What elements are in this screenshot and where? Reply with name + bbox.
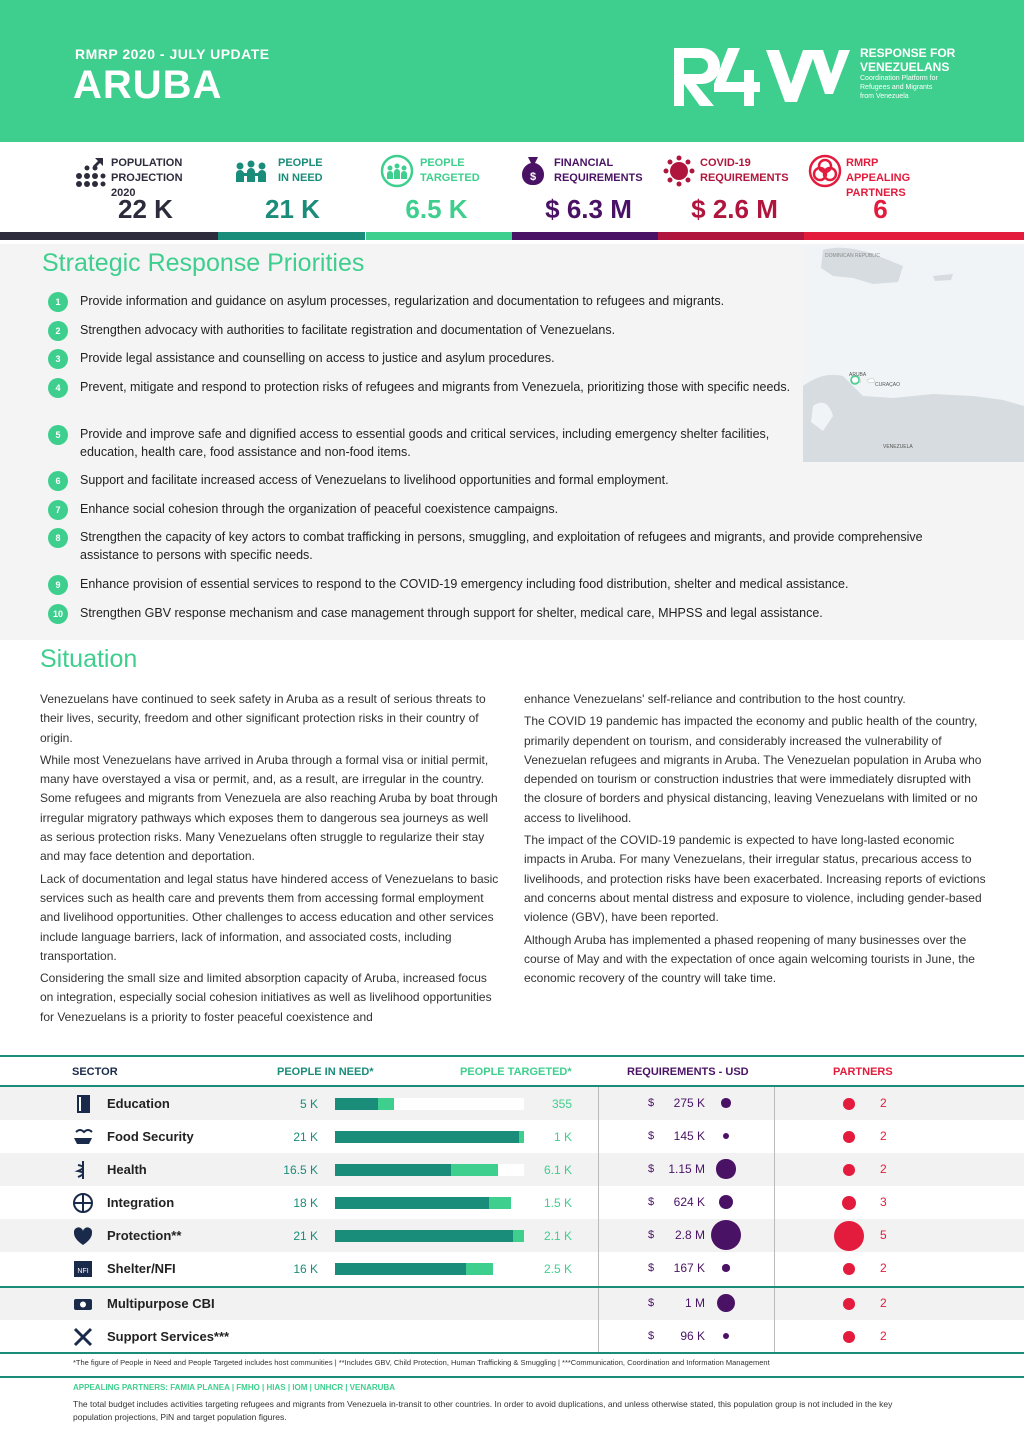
partners-count: 2: [880, 1096, 887, 1110]
sector-name: Food Security: [107, 1129, 194, 1144]
priority-number: 2: [48, 321, 68, 341]
kpi-color-bar: [366, 232, 512, 240]
book-icon: [72, 1093, 94, 1115]
people-targeted-value: 6.1 K: [543, 1163, 572, 1177]
sector-name: Shelter/NFI: [107, 1261, 176, 1276]
kpi-color-bar: [804, 232, 1024, 240]
partners-count: 2: [880, 1162, 887, 1176]
priority-number: 1: [48, 292, 68, 312]
currency-symbol: $: [648, 1297, 655, 1309]
kpi-value: 22 K: [118, 194, 173, 224]
requirements-bubble: [723, 1333, 729, 1339]
priority-text: Strengthen advocacy with authorities to facilitate registration and documentation of Venezuelans.: [80, 323, 616, 337]
kpi-label: PEOPLE IN NEED: [278, 157, 323, 184]
priority-text: Provide legal assistance and counselling on access to justice and asylum procedures.: [80, 351, 555, 365]
header-banner: [0, 0, 1024, 142]
people-in-need-bar: [335, 1230, 513, 1242]
partners-count: 2: [880, 1329, 887, 1343]
map-label-venezuela: VENEZUELA: [883, 444, 913, 450]
kpi-label: POPULATION PROJECTION 2020: [111, 157, 183, 199]
kpi-value: 6: [873, 194, 888, 224]
priority-text: Enhance provision of essential services to respond to the COVID-19 emergency including food distribution, shelter and medical assistance.: [80, 577, 849, 591]
sector-name: Protection**: [107, 1228, 182, 1243]
situation-right-column: [524, 690, 986, 991]
footer-rule: [0, 1376, 1024, 1378]
kpi-value: $ 2.6 M: [691, 194, 778, 224]
protection-icon: [72, 1225, 94, 1247]
people-bar: [335, 1131, 524, 1143]
partners-bubble: [843, 1263, 855, 1275]
kpi-color-bar: [512, 232, 658, 240]
population-icon: [73, 154, 107, 188]
people-targeted-value: 1 K: [553, 1130, 572, 1144]
partners-bubble: [843, 1164, 855, 1176]
priority-item: [48, 604, 948, 622]
footnote-budget: The total budget includes activities targeting refugees and migrants from Venezuela in-transit to other countries. In order to avoid duplications, and unless otherwise stated, this population group is not included in the key population projections, PiN and target population figures.: [73, 1399, 893, 1422]
srp-heading: Strategic Response Priorities: [42, 249, 365, 277]
situation-paragraph: The impact of the COVID-19 pandemic is expected to have long-lasted economic impacts in Aruba. For many Venezuelans, their irregular status, precarious access to livelihoods, and protection risks have been exacerbated. Increasing reports of evictions and concerns about mental distress and exposure to violence, including gender-based violence (GBV), have been reported.: [524, 833, 986, 925]
cash-icon: [72, 1293, 94, 1315]
priority-item: [48, 500, 948, 518]
situation-left-column: [40, 690, 500, 1030]
people-targeted-bar: [489, 1197, 511, 1209]
requirements-value: 145 K: [673, 1129, 705, 1143]
people-targeted-bar: [513, 1230, 524, 1242]
kpi-row: [0, 142, 1024, 244]
people-bar: [335, 1098, 524, 1110]
requirements-bubble: [716, 1159, 735, 1178]
priority-number: 4: [48, 378, 68, 398]
table-row: [0, 1087, 1024, 1120]
requirements-bubble: [717, 1294, 735, 1312]
priority-number: 8: [48, 528, 68, 548]
priority-item: [48, 471, 948, 489]
priority-text: Enhance social cohesion through the organization of peaceful coexistence campaigns.: [80, 502, 559, 516]
partners-bubble: [843, 1098, 855, 1110]
table-row: [0, 1287, 1024, 1320]
logo-line-2: VENEZUELANS: [860, 60, 950, 74]
svg-text:$: $: [529, 171, 537, 183]
priority-item: [48, 378, 793, 396]
table-row: [0, 1120, 1024, 1153]
table-row: [0, 1320, 1024, 1353]
kpi-label: FINANCIAL REQUIREMENTS: [554, 157, 643, 184]
priority-item: [48, 575, 948, 593]
col-requirements: REQUIREMENTS - USD: [627, 1066, 749, 1078]
people-bar: [335, 1230, 524, 1242]
requirements-bubble: [722, 1264, 729, 1271]
people-in-need-icon: [234, 154, 268, 188]
footnote-pin: *The figure of People in Need and People Targeted includes host communities | **Includes GBV, Child Protection, Human Trafficking & Smuggling | ***Communication, Coordination and Information Management: [73, 1358, 770, 1367]
nfi-icon: [72, 1258, 94, 1280]
people-targeted-icon: [380, 154, 414, 188]
situation-heading: Situation: [40, 645, 138, 673]
table-divider: [0, 1286, 1024, 1288]
people-in-need-bar: [335, 1263, 466, 1275]
partners-count: 2: [880, 1296, 887, 1310]
food-icon: [72, 1126, 94, 1148]
people-in-need-value: 21 K: [293, 1130, 318, 1144]
integration-icon: [72, 1192, 94, 1214]
r4v-logo-icon: [670, 44, 850, 110]
priority-item: [48, 425, 793, 461]
col-sector: SECTOR: [72, 1066, 118, 1078]
people-in-need-value: 18 K: [293, 1196, 318, 1210]
priority-number: 7: [48, 500, 68, 520]
priority-number: 3: [48, 349, 68, 369]
column-divider: [774, 1087, 775, 1352]
partners-count: 5: [880, 1228, 887, 1242]
people-in-need-value: 5 K: [299, 1097, 318, 1111]
people-bar: [335, 1263, 524, 1275]
requirements-value: 96 K: [680, 1329, 705, 1343]
situation-paragraph: The COVID 19 pandemic has impacted the economy and public health of the country, primarily dependent on tourism, and considerably increased the vulnerability of Venezuelan refugees and migrants in Aruba. The Venezuelan population in Aruba who depended on tourism or construction industries that were immediately disrupted with the closure of borders and physical distancing, leaving Venezuelans with limited or no access to livelihood.: [524, 714, 982, 825]
people-targeted-value: 2.5 K: [543, 1262, 572, 1276]
col-partners: PARTNERS: [833, 1066, 893, 1078]
priority-text: Strengthen GBV response mechanism and case management through support for shelter, medical care, MHPSS and legal assistance.: [80, 606, 823, 620]
table-row: [0, 1219, 1024, 1252]
situation-paragraph: Lack of documentation and legal status have hindered access of Venezuelans to basic services such as health care and prevents them from accessing formal employment and livelihood opportunities. Other challenges to access education and other services include language barriers, lack of information, and associated costs, including transportation.: [40, 871, 499, 963]
currency-symbol: $: [648, 1196, 655, 1208]
people-in-need-bar: [335, 1164, 451, 1176]
sector-name: Integration: [107, 1195, 175, 1210]
country-title: ARUBA: [73, 63, 223, 107]
people-targeted-value: 355: [551, 1097, 572, 1111]
people-targeted-bar: [466, 1263, 494, 1275]
partners-bubble: [843, 1298, 855, 1310]
priority-item: [48, 528, 948, 564]
logo-line-3: Coordination Platform for: [860, 75, 938, 82]
priority-text: Provide and improve safe and dignified access to essential goods and critical services, including emergency shelter facilities, education, health care, food assistance and non-food items.: [80, 427, 770, 459]
requirements-bubble: [723, 1133, 730, 1140]
people-targeted-bar: [378, 1098, 394, 1110]
partners-bubble: [843, 1131, 855, 1143]
people-in-need-bar: [335, 1131, 519, 1143]
people-targeted-bar: [519, 1131, 524, 1143]
sector-name: Multipurpose CBI: [107, 1296, 215, 1311]
partners-bubble: [834, 1221, 864, 1251]
requirements-value: 2.8 M: [674, 1228, 705, 1242]
sector-name: Education: [107, 1096, 170, 1111]
kpi-label: PEOPLE TARGETED: [420, 157, 480, 184]
situation-paragraph: Venezuelans have continued to seek safety in Aruba as a result of serious threats to their lives, security, freedom and other significant protection risks in their country of origin.: [40, 692, 486, 745]
kpi-label: COVID-19 REQUIREMENTS: [700, 157, 789, 184]
sector-table-header: [0, 1055, 1024, 1087]
people-targeted-bar: [451, 1164, 498, 1176]
kpi-value: $ 6.3 M: [545, 194, 632, 224]
map-label-curacao: CURAÇAO: [875, 382, 901, 388]
people-in-need-value: 21 K: [293, 1229, 318, 1243]
priority-text: Provide information and guidance on asylum processes, regularization and documentation to refugees and migrants.: [80, 294, 725, 308]
currency-symbol: $: [648, 1262, 655, 1274]
situation-paragraph: While most Venezuelans have arrived in Aruba through a formal visa or initial permit, many have overstayed a visa or permit, and, as a result, are irregular in the country. Some refugees and migrants from Venezuela are also reaching Aruba by boat through irregular migratory pathways which exposes them to dangerous sea journeys as well as serious protection risks. Many Venezuelans often struggle to regularize their stay and may face detention and deportation.: [40, 752, 498, 864]
map-label-aruba: ARUBA: [849, 372, 867, 378]
situation-paragraph: Considering the small size and limited absorption capacity of Aruba, increased focus on integration, especially social cohesion initiatives as well as livelihood opportunities for Venezuelans is a priority to foster peaceful coexistence and: [40, 971, 492, 1024]
situation-paragraph: enhance Venezuelans' self-reliance and contribution to the host country.: [524, 692, 906, 706]
people-targeted-value: 2.1 K: [543, 1229, 572, 1243]
priority-number: 10: [48, 604, 68, 624]
requirements-bubble: [719, 1195, 733, 1209]
sector-name: Support Services***: [107, 1329, 230, 1344]
report-subtitle: RMRP 2020 - JULY UPDATE: [75, 46, 270, 62]
kpi-color-bar: [658, 232, 804, 240]
logo-text: [860, 46, 955, 101]
appealing-partners: APPEALING PARTNERS: FAMIA PLANEA | FMHO | HIAS | IOM | UNHCR | VENARUBA: [73, 1383, 396, 1392]
partners-icon: [808, 154, 842, 188]
requirements-value: 1 M: [684, 1296, 705, 1310]
column-divider: [598, 1087, 599, 1352]
people-targeted-value: 1.5 K: [543, 1196, 572, 1210]
people-in-need-bar: [335, 1098, 378, 1110]
priority-item: [48, 292, 948, 310]
currency-symbol: $: [648, 1163, 655, 1175]
requirements-value: 275 K: [673, 1096, 705, 1110]
table-bottom-rule: [0, 1352, 1024, 1354]
kpi-color-bar: [218, 232, 365, 240]
currency-symbol: $: [648, 1097, 655, 1109]
people-bar: [335, 1197, 524, 1209]
people-in-need-value: 16 K: [293, 1262, 318, 1276]
people-bar: [335, 1164, 524, 1176]
svg-text:NFI: NFI: [77, 1268, 89, 1275]
priority-item: [48, 349, 948, 367]
table-row: [0, 1153, 1024, 1186]
priority-item: [48, 321, 948, 339]
table-row: [0, 1252, 1024, 1285]
priority-number: 6: [48, 471, 68, 491]
table-row: [0, 1186, 1024, 1219]
requirements-bubble: [711, 1220, 741, 1250]
kpi-value: 6.5 K: [405, 194, 468, 224]
map-label-dr: DOMINICAN REPUBLIC: [825, 253, 881, 259]
requirements-value: 167 K: [673, 1261, 705, 1275]
people-in-need-bar: [335, 1197, 489, 1209]
priority-number: 9: [48, 575, 68, 595]
requirements-bubble: [721, 1098, 730, 1107]
logo-line-5: from Venezuela: [860, 93, 909, 100]
partners-bubble: [843, 1331, 855, 1343]
partners-count: 2: [880, 1129, 887, 1143]
col-people-in-need: PEOPLE IN NEED*: [277, 1066, 374, 1078]
priority-text: Strengthen the capacity of key actors to combat trafficking in persons, smuggling, and exploitation of refugees and migrants, and provide comprehensive assistance to persons with specific needs.: [80, 530, 923, 562]
virus-icon: [662, 154, 696, 188]
col-people-targeted: PEOPLE TARGETED*: [460, 1066, 572, 1078]
priority-text: Support and facilitate increased access of Venezuelans to livelihood opportunities and formal employment.: [80, 473, 669, 487]
currency-symbol: $: [648, 1330, 655, 1342]
currency-symbol: $: [648, 1130, 655, 1142]
health-icon: [72, 1159, 94, 1181]
partners-bubble: [842, 1196, 856, 1210]
partners-count: 3: [880, 1195, 887, 1209]
kpi-label: RMRP APPEALING PARTNERS: [846, 157, 911, 199]
logo-line-4: Refugees and Migrants: [860, 84, 933, 91]
kpi-value: 21 K: [265, 194, 320, 224]
money-bag-icon: [516, 154, 550, 188]
requirements-value: 1.15 M: [668, 1162, 705, 1176]
logo-line-1: RESPONSE FOR: [860, 46, 956, 60]
situation-paragraph: Although Aruba has implemented a phased reopening of many businesses over the course of May and with the expectation of once again welcoming tourists in June, the economic recovery of the country will take time.: [524, 932, 975, 986]
support-icon: [72, 1326, 94, 1348]
partners-count: 2: [880, 1261, 887, 1275]
priority-number: 5: [48, 425, 68, 445]
requirements-value: 624 K: [673, 1195, 705, 1209]
currency-symbol: $: [648, 1229, 655, 1241]
sector-name: Health: [107, 1162, 147, 1177]
people-in-need-value: 16.5 K: [283, 1163, 318, 1177]
priority-text: Prevent, mitigate and respond to protection risks of refugees and migrants from Venezuela, prioritizing those with specific needs.: [80, 380, 791, 394]
